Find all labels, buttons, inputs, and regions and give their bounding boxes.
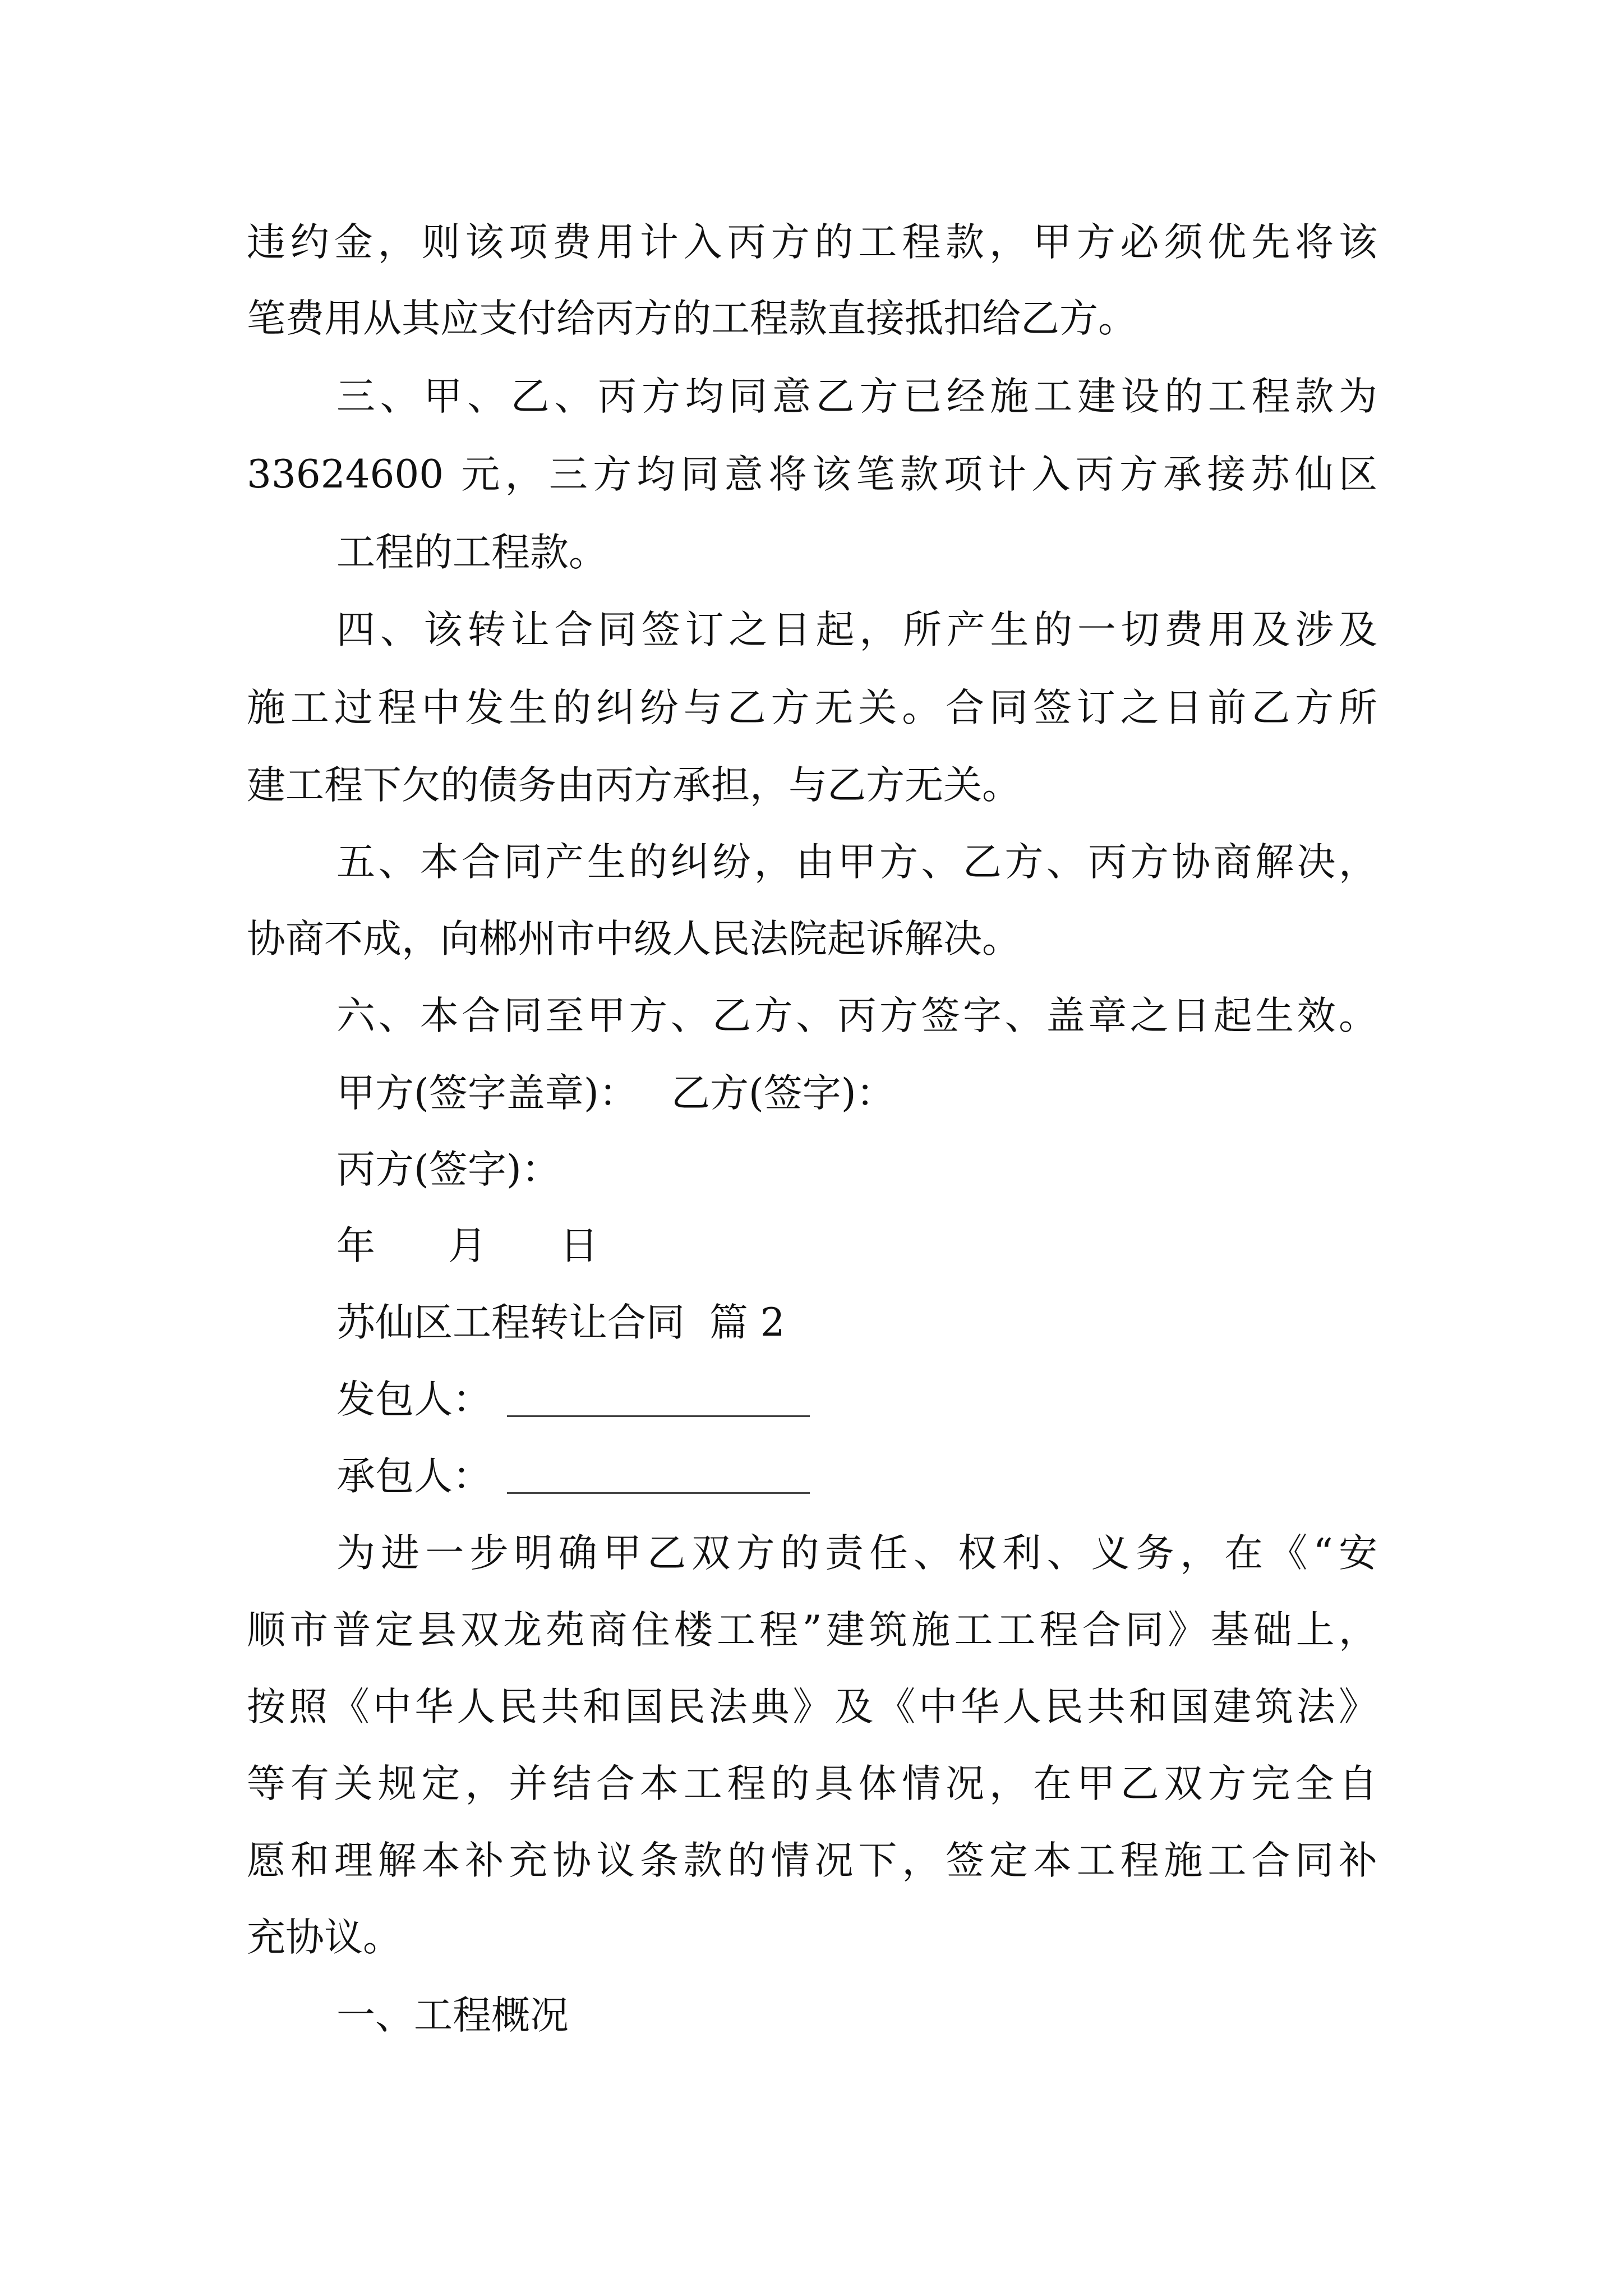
signature-line-a-b <box>336 1071 895 1116</box>
paragraph-line: 顺市普定县双龙苑商住楼工程”建筑施工工程合同》基础上， <box>247 1608 1377 1653</box>
paragraph-line: 违约金，则该项费用计入丙方的工程款，甲方必须优先将该 <box>247 220 1377 265</box>
section-heading: 一、工程概况 <box>336 1993 569 2038</box>
paragraph-line: 为进一步明确甲乙双方的责任、权利、义务，在《“安 <box>336 1531 1377 1576</box>
date-month-label: 月 <box>448 1223 487 1268</box>
date-year-label: 年 <box>336 1223 375 1268</box>
paragraph-line: 充协议。 <box>247 1915 402 1960</box>
paragraph-line: 等有关规定，并结合本工程的具体情况，在甲乙双方完全自 <box>247 1761 1377 1806</box>
section-title: 苏仙区工程转让合同 篇 2 <box>336 1300 785 1345</box>
employer-label: 发包人： <box>336 1377 491 1422</box>
paragraph-line: 五、本合同产生的纠纷，由甲方、乙方、丙方协商解决， <box>336 840 1377 885</box>
party-a-signature-label: 甲方(签字盖章)： <box>336 1071 638 1116</box>
paragraph-line: 33624600 元，三方均同意将该笔款项计入丙方承接苏仙区 <box>247 452 1377 497</box>
contractor-label: 承包人： <box>336 1454 491 1499</box>
contractor-blank-line <box>507 1492 810 1494</box>
paragraph-line: 四、该转让合同签订之日起，所产生的一切费用及涉及 <box>336 608 1377 652</box>
paragraph-line: 六、本合同至甲方、乙方、丙方签字、盖章之日起生效。 <box>336 993 1377 1038</box>
employer-field <box>336 1377 810 1422</box>
paragraph-line: 工程的工程款。 <box>336 530 607 575</box>
date-day-label: 日 <box>560 1223 598 1268</box>
party-b-signature-label: 乙方(签字)： <box>671 1071 895 1116</box>
party-c-signature-label: 丙方(签字)： <box>336 1147 560 1192</box>
paragraph-line: 协商不成，向郴州市中级人民法院起诉解决。 <box>247 917 1021 961</box>
employer-blank-line <box>507 1415 810 1417</box>
contractor-field <box>336 1454 810 1499</box>
paragraph-line: 三、甲、乙、丙方均同意乙方已经施工建设的工程款为 <box>336 374 1377 419</box>
paragraph-line: 愿和理解本补充协议条款的情况下，签定本工程施工合同补 <box>247 1838 1377 1883</box>
paragraph-line: 施工过程中发生的纠纷与乙方无关。合同签订之日前乙方所 <box>247 685 1377 730</box>
date-line <box>336 1223 598 1268</box>
paragraph-line: 笔费用从其应支付给丙方的工程款直接抵扣给乙方。 <box>247 296 1137 341</box>
paragraph-line: 按照《中华人民共和国民法典》及《中华人民共和国建筑法》 <box>247 1685 1377 1729</box>
paragraph-line: 建工程下欠的债务由丙方承担，与乙方无关。 <box>247 763 1021 808</box>
